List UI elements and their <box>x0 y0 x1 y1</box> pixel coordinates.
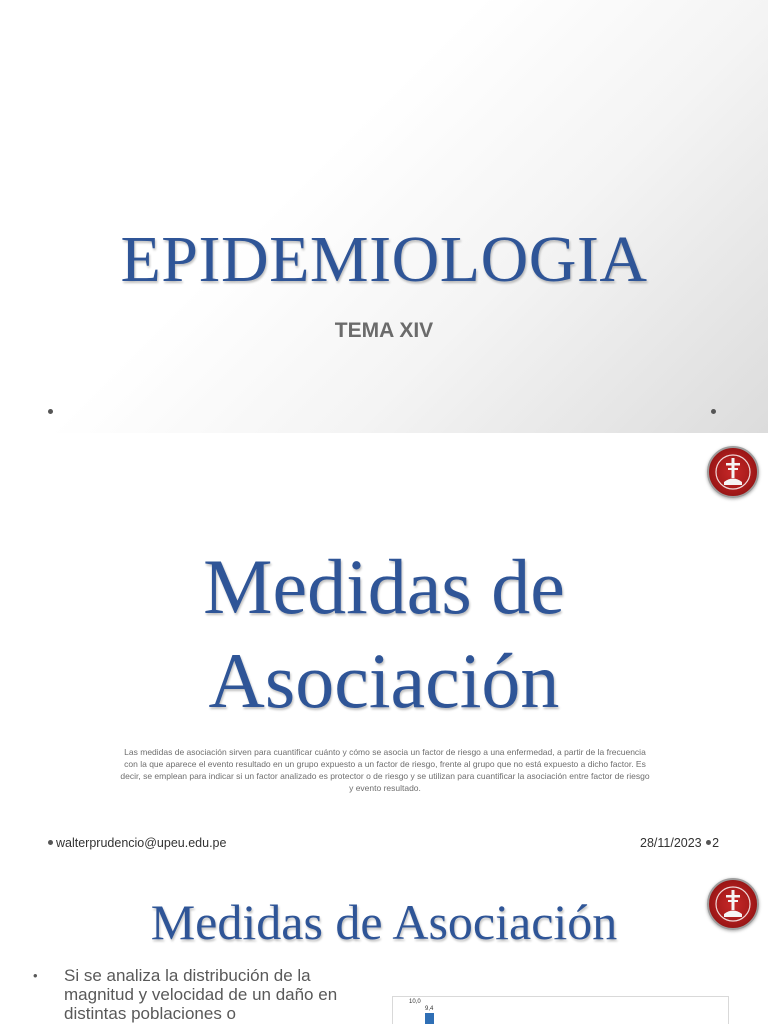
slide-title: EPIDEMIOLOGIA <box>120 223 648 296</box>
bullet-dot-icon <box>48 409 53 414</box>
bullet-dot-icon <box>706 840 711 845</box>
bullet-dot-icon <box>48 840 53 845</box>
bullet-item <box>33 966 353 1023</box>
bullet-mark: • <box>33 968 38 983</box>
slide-title-line-2: Asociación <box>208 637 560 724</box>
footer-email <box>48 836 226 850</box>
slide-title: Medidas de Asociación <box>150 894 618 950</box>
footer-date: 28/11/2023 <box>640 836 702 850</box>
slide-subtitle: TEMA XIV <box>334 319 434 342</box>
chart-axis-tick: 10,0 <box>409 999 421 1005</box>
bullet-dot-icon <box>711 409 716 414</box>
slide-title-line-1: Medidas de <box>203 543 565 630</box>
chart-data-label: 9,4 <box>425 1006 434 1012</box>
slide-description: Las medidas de asociación sirven para cuantificar cuánto y cómo se asocia un factor de riesgo a una enfermedad, a partir de la frecuencia con la que aparece el evento resultado en un grupo expuesto a un factor de riesgo, frente al grupo que no está expuesto a dicho factor. Es decir, se emplean para indicar si un factor analizado es protector o de riesgo y se utilizan para cuantificar la asociación entre factor de riesgo y evento resultado. <box>120 747 650 793</box>
slide-title <box>0 540 768 728</box>
footer-date-page <box>640 836 719 850</box>
bullet-text: Si se analiza la distribución de la magnitud y velocidad de un daño en distintas poblaciones o <box>64 966 338 1023</box>
chart-bar <box>425 1013 434 1024</box>
embedded-chart <box>392 996 729 1024</box>
university-seal-icon <box>707 446 759 498</box>
slide-1 <box>0 0 768 433</box>
page-number: 2 <box>712 836 720 850</box>
footer-email-text: walterprudencio@upeu.edu.pe <box>56 836 227 850</box>
slide-2 <box>0 433 768 866</box>
slide-3 <box>0 866 768 1024</box>
